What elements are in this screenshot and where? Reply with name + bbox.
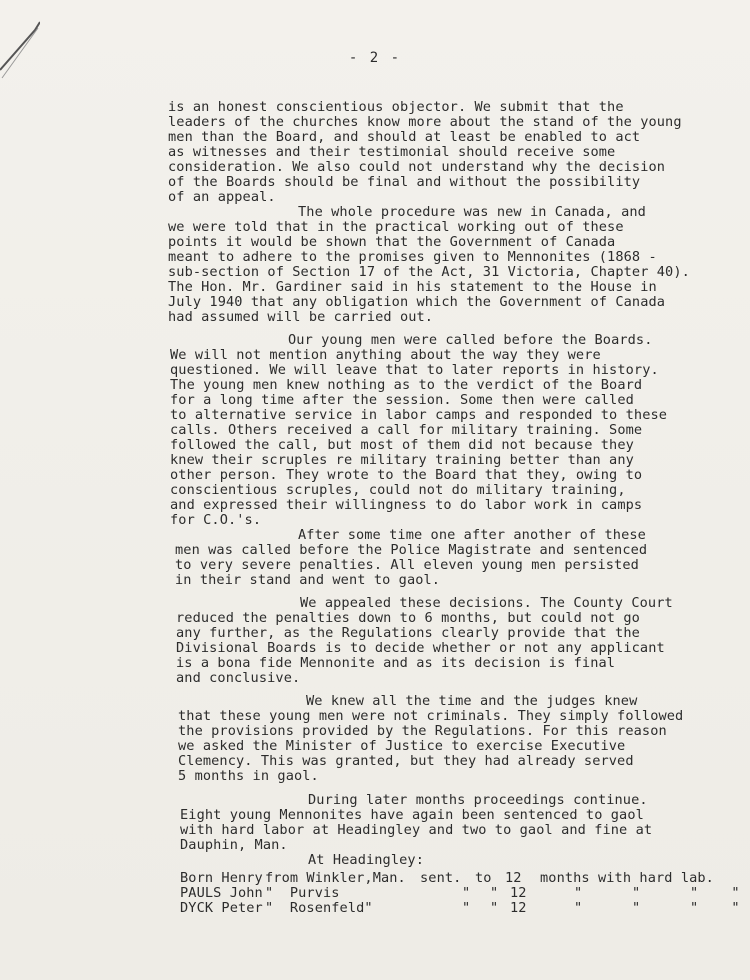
text-line: we were told that in the practical working out of these — [168, 219, 624, 235]
text-line: other person. They wrote to the Board that they, owing to — [170, 467, 643, 483]
sentence-from: from Winkler,Man. — [265, 870, 406, 886]
text-line: followed the call, but most of them did not because they — [170, 437, 634, 453]
text-line: knew their scruples re military training better than any — [170, 452, 634, 468]
list-heading: At Headingley: — [308, 852, 424, 868]
text-line: of an appeal. — [168, 189, 276, 205]
text-line: men than the Board, and should at least be enabled to act — [168, 129, 641, 145]
text-line: of the Boards should be final and without the possibility — [168, 174, 641, 190]
text-line: we asked the Minister of Justice to exercise Executive — [178, 738, 626, 754]
text-line: points it would be shown that the Government of Canada — [168, 234, 616, 250]
sentence-rest: " " " " — [574, 900, 740, 916]
sentence-name: PAULS John — [180, 885, 263, 901]
text-line: Clemency. This was granted, but they had already served — [178, 753, 634, 769]
text-line: with hard labor at Headingley and two to gaol and fine at — [180, 822, 653, 838]
sentence-rest: months with hard lab. — [540, 870, 714, 886]
folded-corner-mark — [0, 0, 40, 80]
text-line: and conclusive. — [176, 670, 301, 686]
text-line: calls. Others received a call for military training. Some — [170, 422, 643, 438]
sentence-to: " — [490, 900, 499, 916]
text-line: 5 months in gaol. — [178, 768, 319, 784]
text-line: that these young men were not criminals. They simply followed — [178, 708, 684, 724]
text-line: reduced the penalties down to 6 months, but could not go — [176, 610, 640, 626]
sentence-row — [0, 900, 750, 915]
sentence-name: Born Henry — [180, 870, 263, 886]
text-line: The Hon. Mr. Gardiner said in his statement to the House in — [168, 279, 657, 295]
text-line: sub-section of Section 17 of the Act, 31 Victoria, Chapter 40). — [168, 264, 690, 280]
sentence-row — [0, 885, 750, 900]
page-number: - 2 - — [348, 50, 402, 66]
text-line: had assumed will be carried out. — [168, 309, 434, 325]
sentence-months: 12 — [505, 870, 522, 886]
text-line: Divisional Boards is to decide whether or not any applicant — [176, 640, 665, 656]
text-line: for C.O.'s. — [170, 512, 262, 528]
text-line: as witnesses and their testimonial should receive some — [168, 144, 616, 160]
text-line: to very severe penalties. All eleven young men persisted — [175, 557, 639, 573]
sentence-verb: sent. — [420, 870, 462, 886]
text-line: for a long time after the session. Some then were called — [170, 392, 634, 408]
sentence-from: " Purvis — [265, 885, 340, 901]
text-line: The young men knew nothing as to the verdict of the Board — [170, 377, 643, 393]
sentence-row — [0, 870, 750, 885]
text-line: meant to adhere to the promises given to Mennonites (1868 - — [168, 249, 657, 265]
text-line: Dauphin, Man. — [180, 837, 288, 853]
text-line: men was called before the Police Magistrate and sentenced — [175, 542, 648, 558]
sentence-rest: " " " " — [574, 885, 740, 901]
sentence-verb: " — [462, 885, 471, 901]
sentence-to: " — [490, 885, 499, 901]
text-line: to alternative service in labor camps and responded to these — [170, 407, 668, 423]
sentence-to: to — [475, 870, 492, 886]
text-line: the provisions provided by the Regulations. For this reason — [178, 723, 667, 739]
text-line: leaders of the churches know more about the stand of the young — [168, 114, 682, 130]
text-line: We appealed these decisions. The County Court — [300, 595, 673, 611]
text-line: Our young men were called before the Boards. — [288, 332, 653, 348]
text-line: any further, as the Regulations clearly provide that the — [176, 625, 640, 641]
text-line: and expressed their willingness to do labor work in camps — [170, 497, 643, 513]
text-line: questioned. We will leave that to later reports in history. — [170, 362, 659, 378]
text-line: conscientious scruples, could not do military training, — [170, 482, 626, 498]
sentence-months: 12 — [510, 900, 527, 916]
text-line: Eight young Mennonites have again been sentenced to gaol — [180, 807, 644, 823]
text-line: is a bona fide Mennonite and as its decision is final — [176, 655, 616, 671]
text-line: We knew all the time and the judges knew — [306, 693, 638, 709]
text-line: We will not mention anything about the way they were — [170, 347, 601, 363]
text-line: July 1940 that any obligation which the Government of Canada — [168, 294, 666, 310]
text-line: During later months proceedings continue. — [308, 792, 648, 808]
text-line: is an honest conscientious objector. We submit that the — [168, 99, 624, 115]
sentence-from: " Rosenfeld" — [265, 900, 373, 916]
text-line: in their stand and went to gaol. — [175, 572, 441, 588]
sentence-months: 12 — [510, 885, 527, 901]
sentence-verb: " — [462, 900, 471, 916]
text-line: The whole procedure was new in Canada, and — [298, 204, 646, 220]
text-line: consideration. We also could not understand why the decision — [168, 159, 666, 175]
text-line: After some time one after another of these — [298, 527, 646, 543]
sentence-name: DYCK Peter — [180, 900, 263, 916]
